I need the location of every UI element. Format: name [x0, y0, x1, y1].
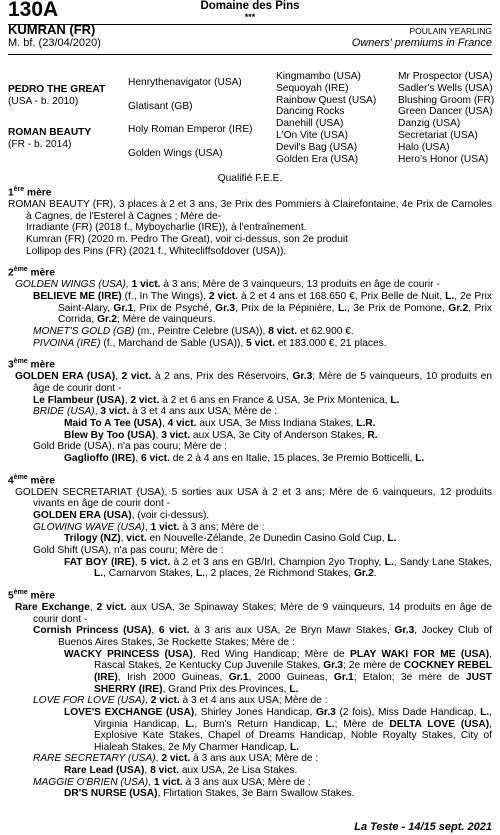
qualification: Qualifié F.E.E.	[217, 173, 283, 184]
fourth-dam-text: GOLDEN SECRETARIAT (USA), 5 sorties aux USA à 2 et 3 ans; Mère de 6 vainqueurs, 12 produits vivants en âge de courir dont -	[15, 486, 492, 510]
produce-record	[8, 184, 492, 800]
second-dam-text: GOLDEN WINGS (USA), 1 vict. à 3 ans; Mère de 3 vainqueurs, 13 produits en âge de courir -	[15, 279, 440, 291]
produce-line: RARE SECRETARY (USA), 2 vict. à 3 ans aux USA; Mère de :	[33, 753, 319, 765]
produce-line: LOVE FOR LOVE (USA), 2 vict. à 3 et 4 ans aux USA; Mère de :	[33, 695, 328, 707]
produce-line: Cornish Princess (USA), 6 vict. à 3 ans aux USA, 2e Bryn Mawr Stakes, Gr.3, Jockey Club of Buenos Aires Stakes, 3e Rockette Stakes; Mère de :	[33, 625, 493, 648]
produce-line: Gaglioffo (IRE), 6 vict. de 2 à 4 ans en Italie, 15 places, 3e Premio Botticelli, L.	[64, 452, 425, 464]
horse-details: M. bf. (23/04/2020)	[8, 37, 101, 49]
pedigree-gen3: Golden Era (USA)	[276, 154, 359, 165]
pedigree-gen3: Dancing Rocks	[276, 106, 345, 117]
produce-line: BRIDE (USA), 3 vict. à 3 et 4 ans aux USA; Mère de :	[33, 406, 278, 418]
pedigree-gen3: Kingmambo (USA)	[276, 71, 361, 82]
produce-line: LOVE'S EXCHANGE (USA), Shirley Jones Handicap, Gr.3 (2 fois), Miss Dade Handicap, L., Virginia Handicap, L., Burn's Return Handicap, L.; Mère de DELTA LOVE (USA), Explosive Kate Stakes, Chapel of Dreams Handicap, Noble Royalty Stakes, City of Hialeah Stakes, 2e My Charmer Handicap, L.	[64, 706, 493, 753]
pedigree-gen3: Danehill (USA)	[276, 118, 344, 129]
pedigree-gen3: Rainbow Quest (USA)	[276, 95, 377, 106]
section-fifth-dam: 5ème mère	[8, 588, 55, 602]
consignor-name: Domaine des Pins	[200, 0, 300, 12]
pedigree-gen3: Sequoyah (IRE)	[276, 83, 349, 94]
pedigree-gen4: Sadler's Wells (USA)	[398, 83, 493, 94]
section-fourth-dam: 4ème mère	[8, 473, 55, 486]
produce-line: MAGGIE O'BRIEN (USA), 1 vict. à 3 ans aux USA; Mère de :	[33, 776, 311, 788]
produce-line: Maid To A Tee (USA), 4 vict. aux USA, 3e Miss Indiana Stakes, L.R.	[64, 417, 376, 429]
produce-line: PIVOINA (IRE) (f., Marchand de Sable (USA)), 5 vict. et 183.000 €, 21 places.	[33, 337, 387, 349]
produce-line: MONET'S GOLD (GB) (m., Peintre Celebre (USA)), 8 vict. et 62.900 €.	[33, 326, 354, 337]
produce-line: Gold Bride (USA), n'a pas couru; Mère de :	[33, 441, 227, 453]
produce-line: GOLDEN ERA (USA), (voir ci-dessus).	[33, 509, 210, 521]
pedigree-gen2: Holy Roman Emperor (IRE)	[128, 124, 253, 135]
produce-line: Le Flambeur (USA), 2 vict. à 2 et 6 ans en France & USA, 3e Prix Montenica, L.	[33, 394, 400, 406]
pedigree-gen4: Hero's Honor (USA)	[398, 154, 489, 165]
pedigree-gen4: Blushing Groom (FR)	[398, 95, 495, 106]
section-first-dam: 1ère mère	[8, 186, 52, 199]
pedigree-gen4: Halo (USA)	[398, 142, 450, 153]
consignor-stars: ***	[244, 12, 256, 22]
pedigree-gen2: Glatisant (GB)	[128, 101, 193, 112]
produce-line: Kumran (FR) (2020 m. Pedro The Great), voir ci-dessus, son 2e produit	[26, 234, 348, 246]
pedigree-dam: ROMAN BEAUTY	[8, 127, 92, 138]
owners-premiums: Owners' premiums in France	[351, 37, 492, 49]
produce-line: DR'S NURSE (USA), Flirtation Stakes, 3e Barn Swallow Stakes.	[64, 788, 355, 800]
section-second-dam: 2ème mère	[8, 266, 55, 279]
produce-line: Blew By Too (USA), 3 vict. aux USA, 3e City of Anderson Stakes, R.	[64, 429, 378, 441]
pedigree-gen3: L'On Vite (USA)	[276, 130, 348, 141]
produce-line: Trilogy (NZ), vict. en Nouvelle-Zélande, 2e Dunedin Casino Gold Cup, L.	[64, 533, 397, 545]
header-rule-bottom	[8, 54, 492, 55]
third-dam-text: GOLDEN ERA (USA), 2 vict. à 2 ans, Prix des Réservoirs, Gr.3; Mère de 5 vainqueurs, 10 produits en âge de courir dont -	[15, 371, 492, 395]
pedigree-gen3: Devil's Bag (USA)	[276, 142, 358, 153]
produce-line: Lollipop des Pins (FR) (2021 f., Whitecliffsofdover (USA)).	[26, 245, 287, 257]
produce-line: GLOWING WAVE (USA), 1 vict. à 3 ans; Mère de :	[33, 521, 265, 533]
produce-line: Rare Lead (USA), 8 vict. aux USA, 2e Lisa Stakes.	[64, 765, 298, 777]
produce-line: BELIEVE ME (IRE) (f., In The Wings), 2 vict. à 2 et 4 ans et 168.650 €, Prix Belle de Nuit, L., 2e Prix Saint-Alary, Gr.1, Prix de Psyché, Gr.3, Prix de la Pépinière, L., 3e Prix de Pomone, Gr.2, Prix Corrida, Gr.2; Mère de vainqueurs.	[33, 291, 492, 326]
produce-line: FAT BOY (IRE), 5 vict. à 2 et 3 ans en GB/Irl, Champion 2yo Trophy, L., Sandy Lane Stakes, L., Carnarvon Stakes, L., 2 places, 2e Richmond Stakes, Gr.2.	[64, 556, 492, 580]
horse-name: KUMRAN (FR)	[8, 22, 96, 37]
horse-category: POULAIN YEARLING	[409, 26, 492, 36]
lot-number: 130A	[8, 0, 59, 21]
pedigree-sire: PEDRO THE GREAT	[8, 84, 106, 95]
produce-line: WACKY PRINCESS (USA), Red Wing Handicap; Mère de PLAY WAKI FOR ME (USA), Rascal Stakes, 2e Kentucky Cup Juvenile Stakes, Gr.3; 2e mère de COCKNEY REBEL (IRE), Irish 2000 Guineas, Gr.1, 2000 Guineas, Gr.1; Etalon; 3e mère de JUST SHERRY (IRE), Grand Prix des Provinces, L.	[64, 648, 492, 695]
fifth-dam-text: Rare Exchange, 2 vict. aux USA, 3e Spinaway Stakes; Mère de 9 vainqueurs, 14 produits en âge de courir dont -	[15, 601, 492, 625]
pedigree-gen2: Henrythenavigator (USA)	[128, 77, 242, 88]
section-third-dam: 3ème mère	[8, 358, 55, 371]
pedigree-gen2: Golden Wings (USA)	[128, 148, 223, 159]
first-dam-text: ROMAN BEAUTY (FR), 3 places à 2 et 3 ans, 3e Prix des Pommiers à Clairefontaine, 4e Prix de Carnoles à Cagnes, de l'Esterel à Cagnes ; Mère de-	[8, 199, 492, 222]
pedigree-gen4: Danzig (USA)	[398, 118, 461, 129]
produce-line: Irradiante (FR) (2018 f., Myboycharlie (IRE)), à l'entraînement.	[26, 222, 307, 234]
pedigree-dam-info: (FR - b. 2014)	[8, 139, 72, 150]
pedigree-gen4: Green Dancer (USA)	[398, 106, 493, 117]
produce-line: Gold Shift (USA), n'a pas couru; Mère de :	[33, 544, 224, 556]
pedigree-gen4: Secretariat (USA)	[398, 130, 478, 141]
pedigree-gen4: Mr Prospector (USA)	[398, 71, 493, 82]
pedigree-sire-info: (USA - b. 2010)	[8, 96, 79, 107]
sale-footer: La Teste - 14/15 sept. 2021	[354, 821, 492, 833]
